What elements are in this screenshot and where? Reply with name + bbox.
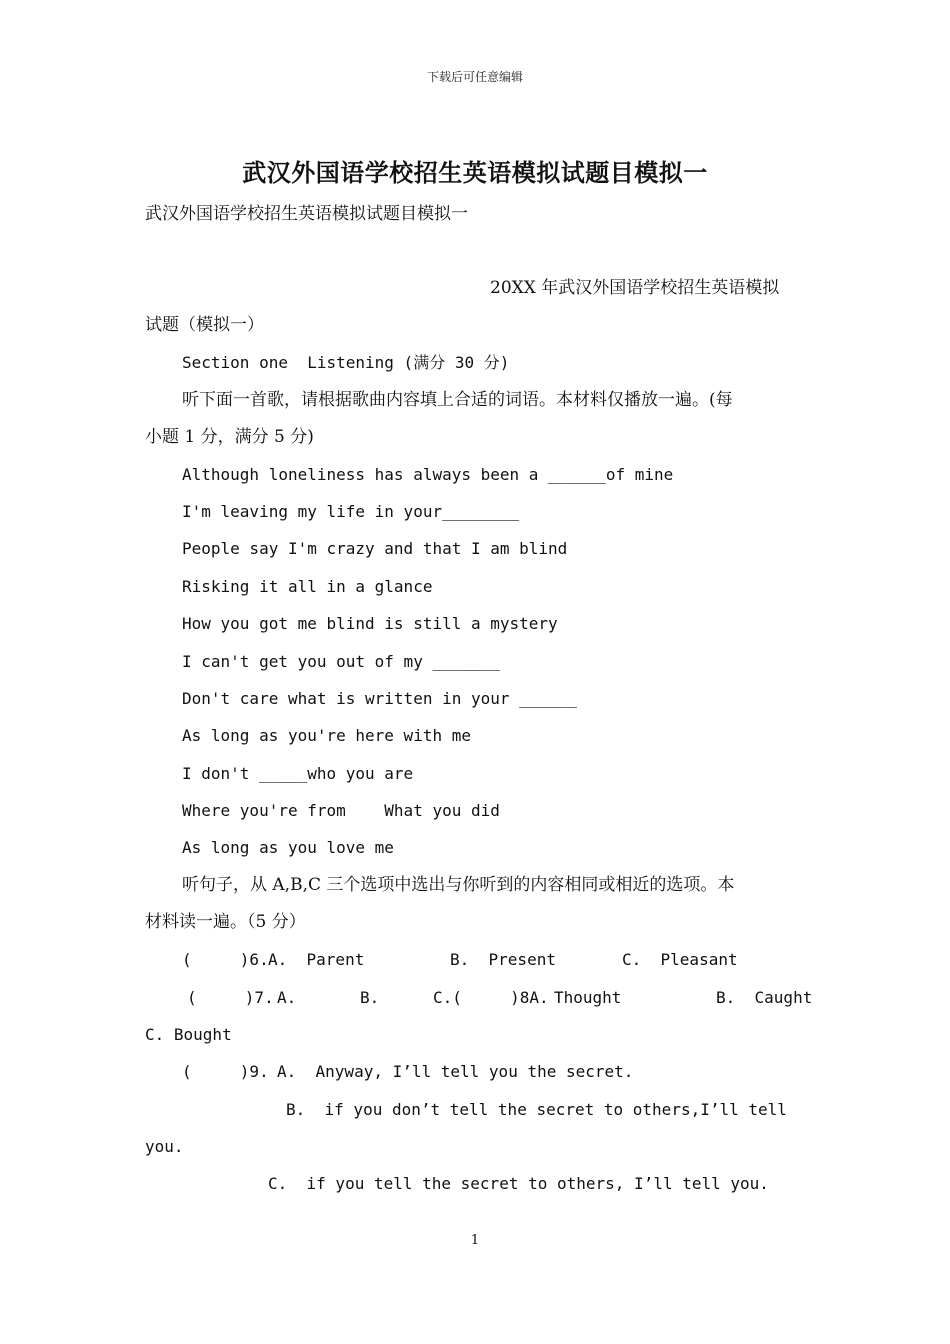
lyric-line: How you got me blind is still a mystery — [182, 614, 558, 633]
question-9-option-b-continued: you. — [145, 1137, 184, 1156]
header-note: 下载后可任意编辑 — [426, 70, 523, 84]
heading-line-1: 20XX 年武汉外国语学校招生英语模拟 — [490, 278, 780, 298]
question-6-option-c: C. Pleasant — [622, 950, 738, 969]
question-9-option-c: C. if you tell the secret to others, I’ll tell you. — [268, 1174, 769, 1193]
page-number: 1 — [470, 1233, 480, 1248]
question-8-option-c: C. Bought — [145, 1025, 232, 1044]
question-6-option-b: B. Present — [450, 950, 556, 969]
question-7-option-a: A. — [277, 988, 297, 1007]
document-subtitle: 武汉外国语学校招生英语模拟试题目模拟一 — [145, 204, 468, 224]
question-7-option-b: B. — [360, 988, 380, 1007]
instruction-2-line-1: 听句子，从 A,B,C 三个选项中选出与你听到的内容相同或相近的选项。本 — [182, 875, 735, 895]
lyric-line: Risking it all in a glance — [182, 577, 433, 596]
lyric-line: Although loneliness has always been a ______of mine — [182, 465, 674, 484]
question-7-number: ( )7. — [187, 988, 274, 1007]
question-9-option-b: B. if you don’t tell the secret to others,I’ll tell — [286, 1100, 787, 1119]
question-8-option-b: B. Caught — [716, 988, 813, 1007]
lyric-line: People say I'm crazy and that I am blind — [182, 539, 568, 558]
instruction-1-line-1: 听下面一首歌，请根据歌曲内容填上合适的词语。本材料仅播放一遍。(每 — [182, 390, 733, 410]
question-9-option-a: A. Anyway, I’ll tell you the secret. — [277, 1062, 634, 1081]
lyric-line: As long as you love me — [182, 838, 394, 857]
lyric-line: Don't care what is written in your ______ — [182, 689, 577, 708]
question-8-number: C.( )8A. — [433, 988, 549, 1007]
instruction-2-line-2: 材料读一遍。（5 分） — [145, 912, 306, 932]
lyric-line: Where you're from What you did — [182, 801, 500, 820]
lyric-line: I'm leaving my life in your________ — [182, 502, 520, 521]
question-6-number: ( )6. — [182, 950, 269, 969]
instruction-1-line-2: 小题 1 分，满分 5 分) — [145, 427, 314, 447]
lyric-line: I can't get you out of my _______ — [182, 652, 500, 671]
document-title: 武汉外国语学校招生英语模拟试题目模拟一 — [242, 159, 708, 187]
lyric-line: I don't _____who you are — [182, 764, 414, 783]
question-6-option-a: A. Parent — [268, 950, 365, 969]
question-9-number: ( )9. — [182, 1062, 269, 1081]
lyric-line: As long as you're here with me — [182, 726, 471, 745]
heading-line-2: 试题（模拟一） — [145, 315, 264, 335]
question-8-option-a: Thought — [554, 988, 622, 1007]
section-heading: Section one Listening (满分 30 分) — [182, 353, 510, 372]
